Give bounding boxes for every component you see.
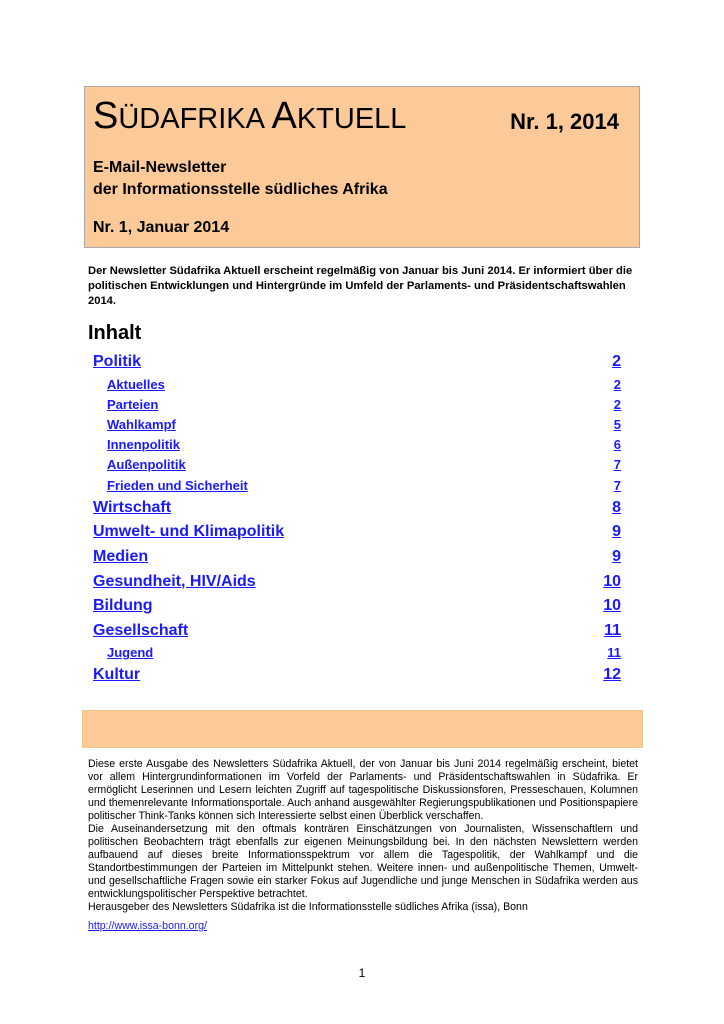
body-paragraph-2: Die Auseinandersetzung mit den oftmals konträren Einschätzungen von Journalisten, Wissenschaftlern und politischen Beobachtern trägt ebenfalls zur eigenen Meinungsbildung bei. In den nächsten Newslettern werden aufbauend auf dieses breite Informationsspektrum vor allem die Tagespolitik, der Wahlkampf und die Standortbestimmungen der Parteien im Mittelpunkt stehen. Weitere innen- und außenpolitische Themen, Umwelt- und gesellschaftliche Fragen sowie ein starker Fokus auf Jugendliche und junge Menschen in Südafrika werden aus entwicklungspolitischer Perspektive betrachtet. (88, 823, 638, 900)
toc-entry-label[interactable]: Umwelt- und Klimapolitik (93, 523, 285, 541)
table-of-contents (93, 350, 621, 688)
toc-entry-page[interactable]: 10 (603, 597, 621, 615)
toc-entry-label[interactable]: Medien (93, 547, 149, 565)
toc-entry-label[interactable]: Außenpolitik (107, 457, 186, 473)
toc-entry-page[interactable]: 7 (613, 477, 621, 493)
toc-entry-page[interactable]: 2 (613, 376, 621, 392)
toc-entry-label[interactable]: Kultur (93, 666, 141, 684)
toc-entry-label[interactable]: Wirtschaft (93, 498, 172, 516)
toc-entry[interactable] (93, 570, 621, 595)
toc-entry-label[interactable]: Politik (93, 353, 142, 370)
toc-entry-page[interactable]: 11 (604, 621, 621, 639)
toc-entry-page[interactable]: 12 (603, 666, 621, 684)
toc-entry[interactable] (93, 594, 621, 619)
publisher-note: Herausgeber des Newsletters Südafrika ist die Informationsstelle südliches Afrika (issa), Bonn (88, 901, 528, 913)
toc-entry-page[interactable]: 7 (613, 457, 621, 473)
toc-entry-page[interactable]: 6 (613, 437, 621, 453)
subtitle-line-2: der Informationsstelle südliches Afrika (93, 181, 388, 198)
toc-entry-page[interactable]: 9 (612, 523, 621, 541)
masthead-box (84, 86, 640, 248)
toc-entry-label[interactable]: Innenpolitik (107, 437, 180, 453)
toc-entry-page[interactable]: 2 (613, 396, 621, 412)
toc-entry-label[interactable]: Aktuelles (107, 376, 165, 392)
newsletter-title: SÜDAFRIKA AKTUELL (93, 95, 407, 137)
toc-entry-page[interactable]: 9 (612, 547, 621, 565)
intro-paragraph: Der Newsletter Südafrika Aktuell erscheint regelmäßig von Januar bis Juni 2014. Er informiert über die politischen Entwicklungen und Hintergründe im Umfeld der Parlaments- und Präsidentschaftswahlen 2014. (88, 265, 633, 307)
toc-entry-label[interactable]: Jugend (107, 645, 154, 661)
body-paragraph-1: Diese erste Ausgabe des Newsletters Südafrika Aktuell, der von Januar bis Juni 2014 regelmäßig erscheint, bietet vor allem Hintergrundinformationen im Vorfeld der Parlaments- und Präsidentschaftswahlen in Südafrika. Er ermöglicht Leserinnen und Lesern leichten Zugriff auf tagespolitische Diskussionsforen, Presseschauen, Kolumnen und themenrelevante Informationsportale. Auch anhand ausgewählter Regierungspublikationen und Positionspapiere politischer Think-Tanks können sich Interessierte selbst einen Überblick verschaffen. (88, 758, 638, 822)
toc-entry-page[interactable]: 5 (613, 416, 621, 432)
toc-entry[interactable] (93, 455, 621, 475)
toc-entry[interactable] (93, 619, 621, 644)
decorative-band (82, 710, 643, 748)
toc-entry[interactable] (93, 545, 621, 570)
subtitle-line-1: E-Mail-Newsletter (93, 159, 227, 176)
toc-entry-label[interactable]: Gesundheit, HIV/Aids (93, 572, 256, 590)
toc-entry-label[interactable]: Frieden und Sicherheit (107, 477, 248, 493)
toc-entry-label[interactable]: Wahlkampf (107, 416, 176, 432)
issue-date: Nr. 1, Januar 2014 (93, 219, 230, 236)
toc-entry[interactable] (93, 350, 621, 375)
toc-entry[interactable] (93, 435, 621, 455)
toc-entry[interactable] (93, 496, 621, 521)
toc-entry-page[interactable]: 10 (603, 572, 621, 590)
page-number: 1 (358, 966, 366, 980)
body-text (88, 758, 638, 933)
website-link[interactable]: http://www.issa-bonn.org/ (88, 920, 207, 932)
toc-entry-page[interactable]: 8 (612, 498, 621, 516)
toc-entry[interactable] (93, 663, 621, 688)
toc-entry[interactable] (93, 643, 621, 663)
toc-entry-page[interactable]: 2 (612, 353, 621, 370)
issue-number: Nr. 1, 2014 (510, 109, 619, 134)
toc-entry-label[interactable]: Parteien (107, 396, 159, 412)
toc-heading: Inhalt (88, 322, 142, 344)
toc-entry-label[interactable]: Bildung (93, 597, 153, 615)
toc-entry-label[interactable]: Gesellschaft (93, 621, 189, 639)
toc-entry[interactable] (93, 476, 621, 496)
toc-entry[interactable] (93, 520, 621, 545)
toc-entry[interactable] (93, 375, 621, 395)
newsletter-subtitle (93, 157, 388, 201)
toc-entry[interactable] (93, 415, 621, 435)
toc-entry[interactable] (93, 395, 621, 415)
toc-entry-page[interactable]: 11 (607, 645, 621, 661)
